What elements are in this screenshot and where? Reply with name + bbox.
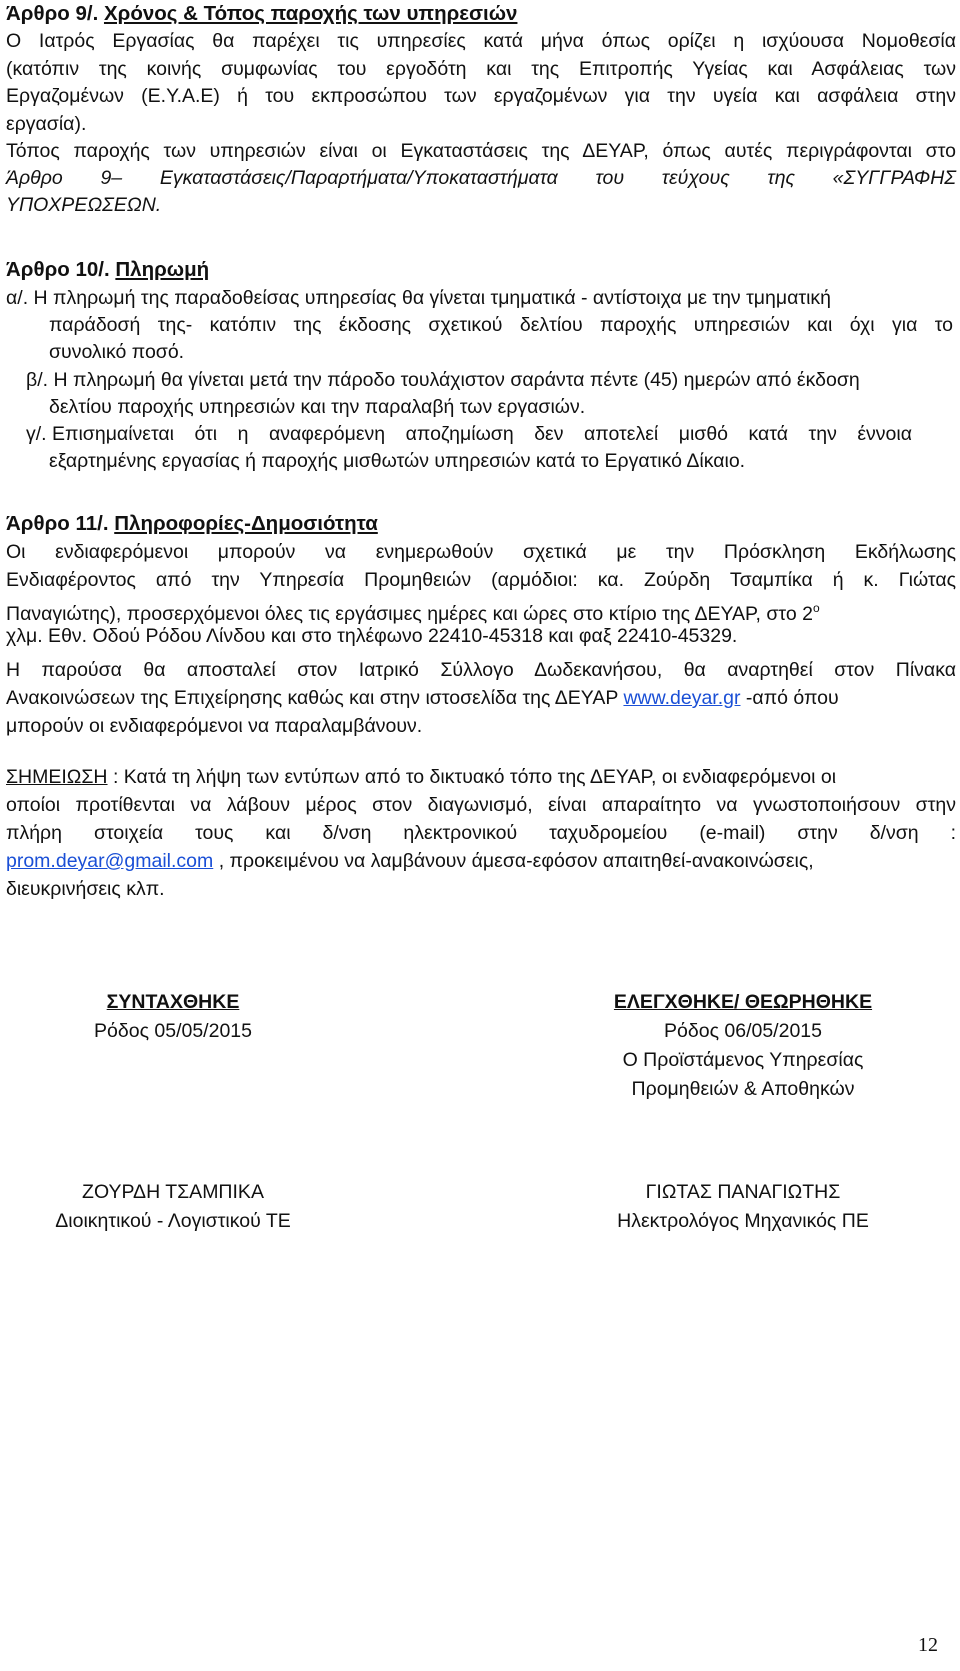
right-date: Ρόδος 06/05/2015 bbox=[664, 1020, 822, 1042]
article9-p2-line2: Άρθρο 9– Εγκαταστάσεις/Παραρτήματα/Υποκαταστήματα του τεύχους της «ΣΥΓΓΡΑΦΗΣ bbox=[6, 167, 956, 189]
article10-title: Πληρωμή bbox=[115, 258, 210, 281]
note-line4-text: , προκειμένου να λαμβάνουν άμεσα-εφόσον απαιτηθεί-ανακοινώσεις, bbox=[218, 850, 814, 872]
left-role: Διοικητικού - Λογιστικού ΤΕ bbox=[55, 1210, 291, 1232]
right-role: Ηλεκτρολόγος Μηχανικός ΠΕ bbox=[617, 1210, 869, 1232]
note-line5: διευκρινήσεις κλπ. bbox=[6, 878, 165, 900]
note-line1 bbox=[6, 763, 836, 791]
signature-block-right bbox=[588, 988, 898, 1104]
article9-p2-line1: Τόπος παροχής των υπηρεσιών είναι οι Εγκαταστάσεις της ΔΕΥΑΡ, όπως αυτές περιγράφονται στο bbox=[6, 140, 956, 162]
article11-title: Πληροφορίες-Δημοσιότητα bbox=[114, 512, 378, 535]
right-name: ΓΙΩΤΑΣ ΠΑΝΑΓΙΩΤΗΣ bbox=[645, 1181, 841, 1203]
email-link[interactable]: prom.deyar@gmail.com bbox=[6, 850, 214, 872]
article11-p2-line3: μπορούν οι ενδιαφερόμενοι να παραλαμβάνουν. bbox=[6, 715, 423, 737]
article9-p2-line3: ΥΠΟΧΡΕΩΣΕΩΝ. bbox=[6, 194, 162, 216]
left-name: ΖΟΥΡΔΗ ΤΣΑΜΠΙΚΑ bbox=[82, 1181, 264, 1203]
right-heading: ΕΛΕΓΧΘΗΚΕ/ ΘΕΩΡΗΘΗΚΕ bbox=[613, 991, 873, 1013]
signature-block-left bbox=[58, 988, 288, 1046]
article9-p1-line2: (κατόπιν της κοινής συμφωνίας του εργοδότη και της Επιτροπής Υγείας και Ασφάλειας των bbox=[6, 58, 956, 80]
signatory-right bbox=[588, 1178, 898, 1236]
item-c-text: Επισημαίνεται ότι η αναφερόμενη αποζημίωση δεν αποτελεί μισθό κατά την έννοια bbox=[52, 423, 913, 445]
article11-p2-line2 bbox=[6, 684, 839, 712]
right-position-line1: Ο Προϊστάμενος Υπηρεσίας bbox=[622, 1049, 864, 1071]
article11-heading bbox=[6, 510, 378, 538]
article10-item-c-line2: εξαρτημένης εργασίας ή παροχής μισθωτών υπηρεσιών κατά το Εργατικό Δίκαιο. bbox=[49, 450, 746, 472]
item-c-label: γ/. bbox=[26, 423, 47, 445]
article10-title-prefix: Άρθρο 10/. bbox=[6, 258, 110, 281]
left-heading: ΣΥΝΤΑΧΘΗΚΕ bbox=[106, 991, 240, 1013]
article10-item-c-line1 bbox=[26, 420, 912, 448]
website-link[interactable]: www.deyar.gr bbox=[623, 687, 741, 709]
article9-title: Χρόνος & Τόπος παροχής των υπηρεσιών bbox=[103, 2, 518, 25]
article10-item-a-line3: συνολικό ποσό. bbox=[49, 341, 185, 363]
article11-p2-line2-post: -από όπου bbox=[745, 687, 839, 709]
article10-item-b-line1 bbox=[26, 366, 860, 394]
note-line4 bbox=[6, 847, 814, 875]
item-a-text: Η πληρωμή της παραδοθείσας υπηρεσίας θα γίνεται τμηματικά - αντίστοιχα με την τμηματική bbox=[33, 287, 832, 309]
note-label: ΣΗΜΕΙΩΣΗ bbox=[6, 766, 108, 788]
article10-heading bbox=[6, 256, 209, 284]
right-position-line2: Προμηθειών & Αποθηκών bbox=[631, 1078, 855, 1100]
article11-p1-line1: Οι ενδιαφερόμενοι μπορούν να ενημερωθούν σχετικά με την Πρόσκληση Εκδήλωσης bbox=[6, 541, 956, 563]
article10-item-a-line2: παράδοσή της- κατόπιν της έκδοσης σχετικού δελτίου παροχής υπηρεσιών και όχι για το bbox=[49, 314, 953, 336]
article9-p1-line3: Εργαζομένων (Ε.Υ.Α.Ε) ή του εκπροσώπου των εργαζομένων για την υγεία και ασφάλεια στην bbox=[6, 85, 956, 107]
note-line1-text: : Κατά τη λήψη των εντύπων από το δικτυακό τόπο της ΔΕΥΑΡ, οι ενδιαφερόμενοι οι bbox=[112, 766, 837, 788]
item-b-text: Η πληρωμή θα γίνεται μετά την πάροδο τουλάχιστον σαράντα πέντε (45) ημερών από έκδοση bbox=[53, 369, 860, 391]
item-a-label: α/. bbox=[6, 287, 29, 309]
article11-title-prefix: Άρθρο 11/. bbox=[6, 512, 109, 535]
article11-p1-line3-text: Παναγιώτης), προσερχόμενοι όλες τις εργάσιμες ημέρες και ώρες στο κτίριο της ΔΕΥΑΡ, στο 2 bbox=[6, 603, 813, 625]
left-date: Ρόδος 05/05/2015 bbox=[94, 1020, 252, 1042]
ordinal-superscript: ο bbox=[812, 601, 820, 615]
article9-p1-line4: εργασία). bbox=[6, 113, 87, 135]
article11-p1-line4: χλμ. Εθν. Οδού Ρόδου Λίνδου και στο τηλέφωνο 22410-45318 και φαξ 22410-45329. bbox=[6, 625, 738, 647]
article11-p1-line2: Ενδιαφέροντος από την Υπηρεσία Προμηθειών (αρμόδιοι: κα. Ζούρδη Τσαμπίκα ή κ. Γιώτας bbox=[6, 569, 956, 591]
article10-item-b-line2: δελτίου παροχής υπηρεσιών και την παραλαβή των εργασιών. bbox=[49, 396, 586, 418]
page-number: 12 bbox=[918, 1634, 938, 1656]
item-b-label: β/. bbox=[26, 369, 49, 391]
article10-item-a-line1 bbox=[6, 284, 831, 312]
note-line3: πλήρη στοιχεία τους και δ/νση ηλεκτρονικού ταχυδρομείου (e-mail) στην δ/νση : bbox=[6, 822, 956, 844]
note-line2: οποίοι προτίθενται να λάβουν μέρος στον διαγωνισμό, είναι απαραίτητο να γνωστοποιήσουν στην bbox=[6, 794, 956, 816]
article11-p2-line2-text: Ανακοινώσεων της Επιχείρησης καθώς και στην ιστοσελίδα της ΔΕΥΑΡ bbox=[6, 687, 619, 709]
signatory-left bbox=[38, 1178, 308, 1236]
article9-heading bbox=[6, 0, 517, 28]
article9-title-prefix: Άρθρο 9/. bbox=[6, 2, 99, 25]
article9-p1-line1: Ο Ιατρός Εργασίας θα παρέχει τις υπηρεσίες κατά μήνα όπως ορίζει η ισχύουσα Νομοθεσία bbox=[6, 30, 956, 52]
article11-p2-line1: Η παρούσα θα αποσταλεί στον Ιατρικό Σύλλογο Δωδεκανήσου, θα αναρτηθεί στον Πίνακα bbox=[6, 659, 956, 681]
